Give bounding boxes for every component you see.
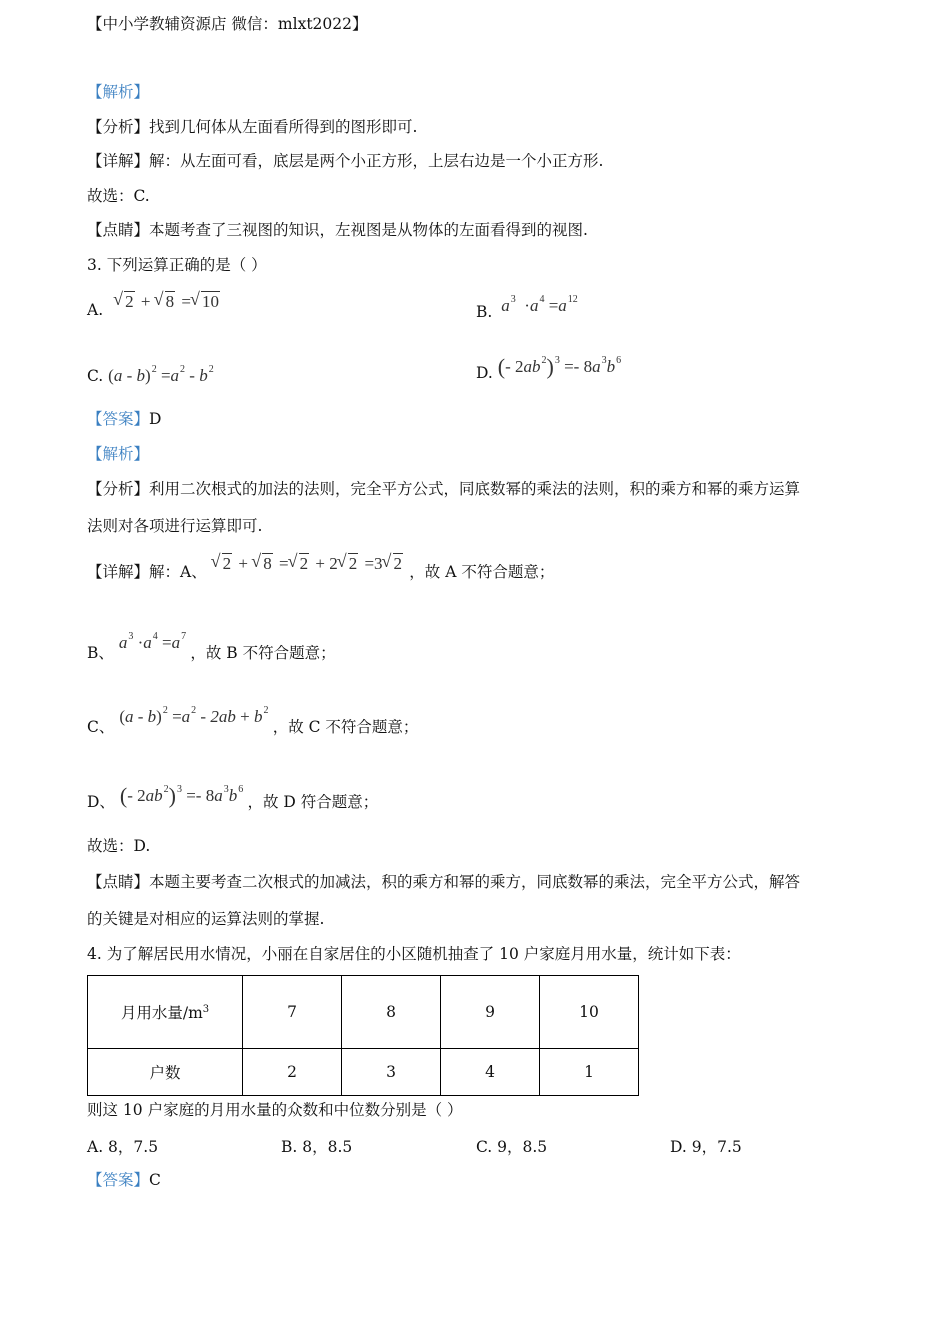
q3-dianjing-text-1: 本题主要考查二次根式的加减法，积的乘方和幂的乘方，同底数幂的乘法，完全平方公式，解答 (149, 873, 801, 891)
q2-fenxi-tag: 【分析】 (87, 118, 150, 136)
q3-xiangjie-d-prefix: D、 (87, 793, 115, 811)
q4-answer-tag: 【答案】 (87, 1171, 150, 1189)
table-cell: 7 (243, 976, 342, 1049)
q3-xiangjie-d-conclusion: ，故 D 符合题意； (247, 793, 379, 811)
q3-xiangjie-c-prefix: C、 (87, 718, 115, 736)
table-row (88, 1049, 639, 1096)
q3-option-c-label: C. (87, 367, 104, 385)
q3-xiangjie-b-formula: $a^3 \cdot a^4 =a^7$ (118, 631, 187, 652)
table-cell: 10 (540, 976, 639, 1049)
q3-dianjing-line1 (87, 872, 800, 892)
q2-dianjing-text: 本题考查了三视图的知识，左视图是从物体的左面看得到的视图. (149, 221, 588, 239)
q3-fenxi-line1 (87, 479, 800, 499)
q3-stem: 3. 下列运算正确的是（ ） (87, 256, 267, 274)
q3-option-a-formula: √ 2 + √ 8 =√ 10 (114, 292, 222, 311)
q3-option-b (476, 294, 578, 322)
q3-dianjing-line2: 的关键是对相应的运算法则的掌握. (87, 910, 325, 928)
q2-fenxi-text: 找到几何体从左面看所得到的图形即可. (149, 118, 418, 136)
table-cell: 9 (441, 976, 540, 1049)
q3-option-b-formula: $a^3 \cdot a^4 =a^{12}$ (501, 294, 578, 315)
q3-guxuan: 故选：D. (87, 837, 151, 855)
q3-xiangjie-prefix: 解：A、 (149, 563, 207, 581)
q3-xiangjie-c-formula: $(a - b)^2 =a^2 - 2ab + b^2$ (119, 705, 269, 726)
q4-option-b: B. 8，8.5 (281, 1138, 353, 1156)
q3-jiexi-label: 【解析】 (87, 445, 150, 463)
water-usage-table (87, 975, 639, 1096)
q2-fenxi (87, 117, 417, 137)
q4-option-d: D. 9，7.5 (670, 1138, 742, 1156)
q4-answer (87, 1170, 161, 1190)
q3-answer (87, 409, 161, 429)
q4-option-c: C. 9，8.5 (476, 1138, 548, 1156)
q3-dianjing-tag: 【点睛】 (87, 873, 150, 891)
page-header: 【中小学教辅资源店 微信：mlxt2022】 (87, 15, 368, 33)
table-cell: 4 (441, 1049, 540, 1096)
q3-option-a-label: A. (87, 301, 104, 319)
q3-xiangjie-b (87, 631, 336, 663)
q3-answer-value: D (149, 410, 162, 428)
q2-dianjing-tag: 【点睛】 (87, 221, 150, 239)
table-cell: 8 (342, 976, 441, 1049)
table-cell: 3 (342, 1049, 441, 1096)
q4-stem: 4. 为了解居民用水情况，小丽在自家居住的小区随机抽查了 10 户家庭月用水量，统计如下表： (87, 945, 741, 963)
q2-jiexi-label: 【解析】 (87, 83, 150, 101)
q3-xiangjie-c-conclusion: ，故 C 不符合题意； (272, 718, 419, 736)
table-header-cell: 月用水量$/m^3$ (88, 976, 243, 1049)
q3-xiangjie-a (87, 554, 555, 582)
q3-option-a (87, 292, 222, 320)
q2-xiangjie (87, 151, 603, 171)
table-cell: 2 (243, 1049, 342, 1096)
q3-fenxi-line2: 法则对各项进行运算即可. (87, 517, 263, 535)
q3-option-b-label: B. (476, 303, 493, 321)
q3-xiangjie-d (87, 783, 379, 812)
q2-dianjing (87, 220, 588, 240)
q3-option-d (476, 354, 622, 386)
q3-option-d-label: D. (476, 364, 493, 382)
q3-xiangjie-a-formula: √ 2 + √ 8 =√ 2 + 2√ 2 =3√ 2 (212, 554, 410, 573)
q3-xiangjie-d-formula: (- $2ab^2)^3 =- 8a^3b^6$ (119, 783, 244, 808)
q3-xiangjie-tag: 【详解】 (87, 563, 150, 581)
q3-xiangjie-c (87, 705, 419, 737)
q2-xiangjie-text: 解：从左面可看，底层是两个小正方形，上层右边是一个小正方形. (149, 152, 604, 170)
q2-guxuan: 故选：C. (87, 187, 150, 205)
q2-xiangjie-tag: 【详解】 (87, 152, 150, 170)
q3-option-d-formula: (- $2ab^2)^3 =- 8a^3b^6$ (497, 354, 622, 379)
q3-option-c (87, 360, 214, 386)
q3-xiangjie-b-prefix: B、 (87, 644, 114, 662)
q3-fenxi-text-1: 利用二次根式的加法的法则，完全平方公式，同底数幂的乘法的法则，积的乘方和幂的乘方运算 (149, 480, 801, 498)
q3-answer-tag: 【答案】 (87, 410, 150, 428)
q3-xiangjie-b-conclusion: ，故 B 不符合题意； (190, 644, 336, 662)
table-header-cell: 户数 (88, 1049, 243, 1096)
q3-fenxi-tag: 【分析】 (87, 480, 150, 498)
table-cell: 1 (540, 1049, 639, 1096)
q4-option-a: A. 8，7.5 (87, 1138, 159, 1156)
q4-answer-value: C (149, 1171, 161, 1189)
table-row (88, 976, 639, 1049)
q4-question: 则这 10 户家庭的月用水量的众数和中位数分别是（ ） (87, 1101, 463, 1119)
q3-xiangjie-a-conclusion: ，故 A 不符合题意； (409, 563, 555, 581)
q3-option-c-formula: $(a - b)^2 =a^2 - b^2$ (108, 364, 214, 385)
